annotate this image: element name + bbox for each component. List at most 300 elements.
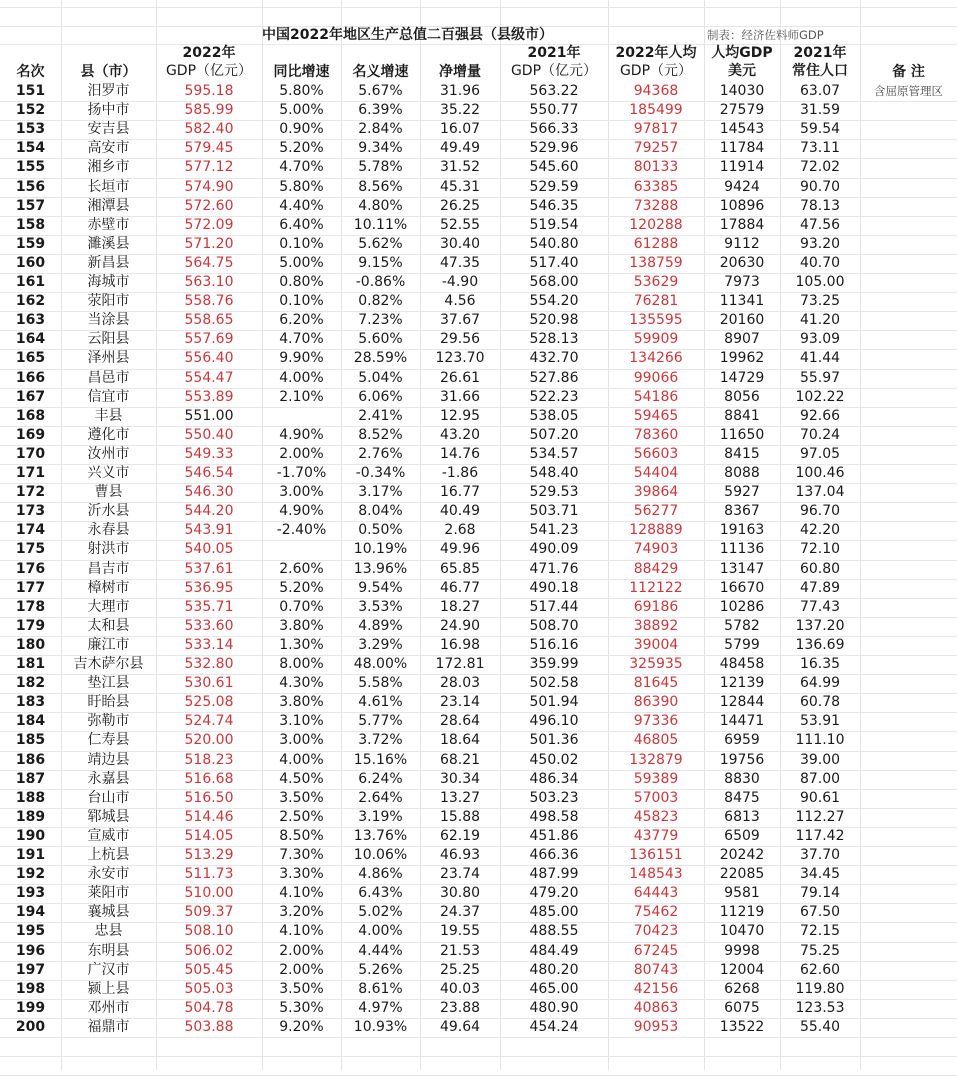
gdp2021-cell[interactable]: 484.49 bbox=[529, 942, 579, 959]
rank-cell[interactable]: 190 bbox=[15, 827, 46, 844]
per-capita-usd-cell[interactable]: 9112 bbox=[724, 235, 760, 252]
per-capita-usd-cell[interactable]: 9424 bbox=[724, 178, 760, 195]
gdp2021-cell[interactable]: 359.99 bbox=[529, 656, 579, 672]
rank-cell[interactable]: 188 bbox=[15, 789, 46, 806]
gdp2022-cell[interactable]: 554.47 bbox=[184, 369, 234, 386]
population-cell[interactable]: 79.14 bbox=[799, 885, 841, 902]
nominal-growth-cell[interactable]: 4.97% bbox=[358, 999, 403, 1016]
net-increase-cell[interactable]: -1.86 bbox=[441, 465, 479, 481]
real-growth-cell[interactable]: 3.80% bbox=[279, 694, 324, 711]
gdp2021-cell[interactable]: 471.76 bbox=[529, 560, 579, 577]
population-cell[interactable]: 111.10 bbox=[795, 732, 845, 749]
per-capita-usd-cell[interactable]: 5782 bbox=[724, 617, 760, 634]
per-capita-usd-cell[interactable]: 20242 bbox=[719, 847, 765, 863]
real-growth-cell[interactable]: 5.20% bbox=[279, 579, 324, 596]
gdp2022-cell[interactable]: 509.37 bbox=[184, 904, 234, 921]
population-cell[interactable]: 34.45 bbox=[799, 866, 841, 883]
population-cell[interactable]: 100.46 bbox=[795, 465, 845, 481]
real-growth-cell[interactable]: 5.80% bbox=[279, 83, 324, 99]
rank-cell[interactable]: 200 bbox=[15, 1018, 46, 1035]
per-capita-gdp-cell[interactable]: 94368 bbox=[633, 83, 679, 99]
gdp2022-cell[interactable]: 572.60 bbox=[184, 197, 234, 214]
county-cell[interactable]: 吉木萨尔县 bbox=[73, 656, 144, 672]
real-growth-cell[interactable]: 0.90% bbox=[279, 121, 324, 138]
remarks-cell[interactable] bbox=[860, 483, 957, 502]
net-increase-cell[interactable]: -4.90 bbox=[441, 274, 479, 290]
population-cell[interactable]: 97.05 bbox=[799, 445, 841, 462]
population-cell[interactable]: 117.42 bbox=[795, 827, 845, 844]
nominal-growth-cell[interactable]: 5.67% bbox=[358, 83, 403, 99]
nominal-growth-cell[interactable]: 9.54% bbox=[358, 579, 403, 596]
real-growth-cell[interactable]: 2.00% bbox=[279, 942, 324, 959]
gdp2021-cell[interactable]: 566.33 bbox=[529, 121, 579, 138]
real-growth-cell[interactable]: 9.20% bbox=[279, 1018, 324, 1035]
nominal-growth-cell[interactable]: 13.76% bbox=[353, 827, 408, 844]
rank-cell[interactable]: 159 bbox=[15, 235, 46, 252]
real-growth-cell[interactable]: 3.50% bbox=[279, 789, 324, 806]
per-capita-usd-cell[interactable]: 48458 bbox=[719, 656, 765, 672]
gdp2021-cell[interactable]: 529.53 bbox=[529, 484, 579, 501]
gdp2021-cell[interactable]: 554.20 bbox=[529, 293, 579, 310]
remarks-cell[interactable] bbox=[860, 789, 957, 808]
per-capita-usd-cell[interactable]: 11136 bbox=[719, 541, 765, 558]
rank-cell[interactable]: 155 bbox=[15, 159, 46, 176]
gdp2022-cell[interactable]: 558.65 bbox=[184, 312, 234, 329]
real-growth-cell[interactable]: 4.00% bbox=[279, 751, 324, 768]
gdp2022-cell[interactable]: 530.61 bbox=[184, 675, 234, 692]
per-capita-gdp-cell[interactable]: 70423 bbox=[633, 923, 679, 940]
population-cell[interactable]: 55.40 bbox=[799, 1018, 841, 1035]
rank-cell[interactable]: 185 bbox=[15, 732, 46, 749]
net-increase-cell[interactable]: 37.67 bbox=[439, 312, 481, 329]
gdp2021-cell[interactable]: 480.20 bbox=[529, 961, 579, 978]
per-capita-gdp-cell[interactable]: 39004 bbox=[633, 636, 679, 653]
nominal-growth-cell[interactable]: 8.61% bbox=[358, 980, 403, 997]
rank-cell[interactable]: 189 bbox=[15, 808, 46, 825]
county-cell[interactable]: 射洪市 bbox=[87, 541, 130, 558]
per-capita-usd-cell[interactable]: 8907 bbox=[724, 331, 760, 348]
population-cell[interactable]: 62.60 bbox=[799, 961, 841, 978]
remarks-cell[interactable] bbox=[860, 961, 957, 980]
remarks-cell[interactable] bbox=[860, 407, 957, 426]
net-increase-cell[interactable]: 21.53 bbox=[439, 942, 481, 959]
gdp2021-cell[interactable]: 485.00 bbox=[529, 904, 579, 921]
real-growth-cell[interactable]: 3.50% bbox=[279, 980, 324, 997]
remarks-cell[interactable] bbox=[860, 942, 957, 961]
real-growth-cell[interactable] bbox=[262, 540, 341, 559]
county-cell[interactable]: 盱眙县 bbox=[87, 694, 130, 711]
county-cell[interactable]: 福鼎市 bbox=[87, 1018, 130, 1035]
gdp2022-cell[interactable]: 595.18 bbox=[184, 83, 234, 99]
per-capita-usd-cell[interactable]: 14030 bbox=[719, 83, 765, 99]
gdp2021-cell[interactable]: 480.90 bbox=[529, 999, 579, 1016]
net-increase-cell[interactable]: 29.56 bbox=[439, 331, 481, 348]
real-growth-cell[interactable]: 4.90% bbox=[279, 503, 324, 520]
remarks-cell[interactable] bbox=[860, 579, 957, 598]
gdp2022-cell[interactable]: 579.45 bbox=[184, 140, 234, 157]
rank-cell[interactable]: 173 bbox=[15, 503, 46, 520]
population-cell[interactable]: 73.25 bbox=[799, 293, 841, 310]
population-cell[interactable]: 90.70 bbox=[799, 178, 841, 195]
population-cell[interactable]: 75.25 bbox=[799, 942, 841, 959]
real-growth-cell[interactable]: 4.00% bbox=[279, 369, 324, 386]
remarks-cell[interactable] bbox=[860, 120, 957, 139]
net-increase-cell[interactable]: 172.81 bbox=[435, 656, 485, 672]
rank-cell[interactable]: 186 bbox=[15, 751, 46, 768]
per-capita-gdp-cell[interactable]: 134266 bbox=[629, 350, 683, 367]
county-cell[interactable]: 当涂县 bbox=[87, 312, 130, 329]
remarks-cell[interactable] bbox=[860, 158, 957, 177]
gdp2021-cell[interactable]: 529.96 bbox=[529, 140, 579, 157]
nominal-growth-cell[interactable]: 28.59% bbox=[353, 350, 408, 367]
net-increase-cell[interactable]: 49.49 bbox=[439, 140, 481, 157]
gdp2021-cell[interactable]: 548.40 bbox=[529, 465, 579, 481]
rank-cell[interactable]: 154 bbox=[15, 140, 46, 157]
net-increase-cell[interactable]: 47.35 bbox=[439, 254, 481, 271]
gdp2022-cell[interactable]: 546.30 bbox=[184, 484, 234, 501]
net-increase-cell[interactable]: 45.31 bbox=[439, 178, 481, 195]
per-capita-gdp-cell[interactable]: 88429 bbox=[633, 560, 679, 577]
rank-cell[interactable]: 171 bbox=[15, 465, 46, 481]
per-capita-usd-cell[interactable]: 8367 bbox=[724, 503, 760, 520]
nominal-growth-cell[interactable]: 0.50% bbox=[358, 522, 403, 539]
county-cell[interactable]: 昌邑市 bbox=[87, 369, 130, 386]
county-cell[interactable]: 仁寿县 bbox=[87, 732, 130, 749]
real-growth-cell[interactable]: 4.70% bbox=[279, 159, 324, 176]
rank-cell[interactable]: 196 bbox=[15, 942, 46, 959]
per-capita-gdp-cell[interactable]: 80743 bbox=[633, 961, 679, 978]
per-capita-usd-cell[interactable]: 13522 bbox=[719, 1018, 765, 1035]
population-cell[interactable]: 112.27 bbox=[795, 808, 845, 825]
population-cell[interactable]: 92.66 bbox=[799, 407, 841, 424]
per-capita-usd-cell[interactable]: 11914 bbox=[719, 159, 765, 176]
gdp2021-cell[interactable]: 550.77 bbox=[529, 102, 579, 119]
nominal-growth-cell[interactable]: 3.29% bbox=[358, 636, 403, 653]
per-capita-gdp-cell[interactable]: 39864 bbox=[633, 484, 679, 501]
gdp2022-cell[interactable]: 550.40 bbox=[184, 426, 234, 443]
net-increase-cell[interactable]: 23.88 bbox=[439, 999, 481, 1016]
population-cell[interactable]: 73.11 bbox=[799, 140, 841, 157]
county-cell[interactable]: 安吉县 bbox=[87, 121, 130, 138]
gdp2021-cell[interactable]: 545.60 bbox=[529, 159, 579, 176]
population-cell[interactable]: 123.53 bbox=[795, 999, 845, 1016]
net-increase-cell[interactable]: 4.56 bbox=[444, 293, 476, 310]
rank-cell[interactable]: 181 bbox=[15, 656, 46, 672]
per-capita-usd-cell[interactable]: 11650 bbox=[719, 426, 765, 443]
rank-cell[interactable]: 199 bbox=[15, 999, 46, 1016]
per-capita-usd-cell[interactable]: 10896 bbox=[719, 197, 765, 214]
population-cell[interactable]: 70.24 bbox=[799, 426, 841, 443]
gdp2022-cell[interactable]: 533.60 bbox=[184, 617, 234, 634]
per-capita-gdp-cell[interactable]: 97817 bbox=[633, 121, 679, 138]
gdp2022-cell[interactable]: 513.29 bbox=[184, 847, 234, 863]
real-growth-cell[interactable]: 3.20% bbox=[279, 904, 324, 921]
gdp2022-cell[interactable]: 556.40 bbox=[184, 350, 234, 367]
gdp2021-cell[interactable]: 563.22 bbox=[529, 83, 579, 99]
net-increase-cell[interactable]: 12.95 bbox=[439, 407, 481, 424]
real-growth-cell[interactable]: 3.10% bbox=[279, 713, 324, 730]
county-cell[interactable]: 汨罗市 bbox=[87, 83, 130, 99]
per-capita-gdp-cell[interactable]: 38892 bbox=[633, 617, 679, 634]
population-cell[interactable]: 136.69 bbox=[795, 636, 845, 653]
gdp2022-cell[interactable]: 551.00 bbox=[184, 407, 234, 424]
gdp2021-cell[interactable]: 517.40 bbox=[529, 254, 579, 271]
population-cell[interactable]: 102.22 bbox=[795, 388, 845, 405]
net-increase-cell[interactable]: 23.14 bbox=[439, 694, 481, 711]
gdp2022-cell[interactable]: 524.74 bbox=[184, 713, 234, 730]
nominal-growth-cell[interactable]: 5.60% bbox=[358, 331, 403, 348]
county-cell[interactable]: 永嘉县 bbox=[87, 770, 130, 787]
county-cell[interactable]: 廉江市 bbox=[87, 636, 130, 653]
rank-cell[interactable]: 151 bbox=[15, 83, 46, 99]
county-cell[interactable]: 丰县 bbox=[94, 407, 123, 424]
population-cell[interactable]: 90.61 bbox=[799, 789, 841, 806]
per-capita-gdp-cell[interactable]: 61288 bbox=[633, 235, 679, 252]
gdp2021-cell[interactable]: 538.05 bbox=[529, 407, 579, 424]
county-cell[interactable]: 遵化市 bbox=[87, 426, 130, 443]
gdp2022-cell[interactable]: 532.80 bbox=[184, 656, 234, 672]
gdp2021-cell[interactable]: 490.18 bbox=[529, 579, 579, 596]
rank-cell[interactable]: 160 bbox=[15, 254, 46, 271]
per-capita-usd-cell[interactable]: 8830 bbox=[724, 770, 760, 787]
per-capita-usd-cell[interactable]: 27579 bbox=[719, 102, 765, 119]
gdp2021-cell[interactable]: 451.86 bbox=[529, 827, 579, 844]
real-growth-cell[interactable]: 0.70% bbox=[279, 598, 324, 615]
population-cell[interactable]: 87.00 bbox=[799, 770, 841, 787]
net-increase-cell[interactable]: 25.25 bbox=[439, 961, 481, 978]
real-growth-cell[interactable]: 2.00% bbox=[279, 961, 324, 978]
gdp2022-cell[interactable]: 577.12 bbox=[184, 159, 234, 176]
remarks-cell[interactable] bbox=[860, 712, 957, 731]
gdp2022-cell[interactable]: 525.08 bbox=[184, 694, 234, 711]
gdp2021-cell[interactable]: 517.44 bbox=[529, 598, 579, 615]
nominal-growth-cell[interactable]: 10.11% bbox=[353, 216, 408, 233]
gdp2021-cell[interactable]: 501.94 bbox=[529, 694, 579, 711]
per-capita-usd-cell[interactable]: 22085 bbox=[719, 866, 765, 883]
nominal-growth-cell[interactable]: 9.15% bbox=[358, 254, 403, 271]
gdp2021-cell[interactable]: 450.02 bbox=[529, 751, 579, 768]
gdp2021-cell[interactable]: 519.54 bbox=[529, 216, 579, 233]
county-cell[interactable]: 永安市 bbox=[87, 866, 130, 883]
gdp2021-cell[interactable]: 507.20 bbox=[529, 426, 579, 443]
population-cell[interactable]: 63.07 bbox=[799, 83, 841, 99]
gdp2022-cell[interactable]: 504.78 bbox=[184, 999, 234, 1016]
per-capita-gdp-cell[interactable]: 57003 bbox=[633, 789, 679, 806]
per-capita-gdp-cell[interactable]: 80133 bbox=[633, 159, 679, 176]
net-increase-cell[interactable]: 28.64 bbox=[439, 713, 481, 730]
net-increase-cell[interactable]: 49.96 bbox=[439, 541, 481, 558]
remarks-cell[interactable] bbox=[860, 827, 957, 846]
per-capita-gdp-cell[interactable]: 74903 bbox=[633, 541, 679, 558]
population-cell[interactable]: 67.50 bbox=[799, 904, 841, 921]
per-capita-usd-cell[interactable]: 8475 bbox=[724, 789, 760, 806]
real-growth-cell[interactable]: 4.10% bbox=[279, 885, 324, 902]
county-cell[interactable]: 襄城县 bbox=[87, 904, 130, 921]
county-cell[interactable]: 台山市 bbox=[87, 789, 130, 806]
population-cell[interactable]: 60.80 bbox=[799, 560, 841, 577]
real-growth-cell[interactable]: 2.10% bbox=[279, 388, 324, 405]
remarks-cell[interactable] bbox=[860, 178, 957, 197]
remarks-cell[interactable] bbox=[860, 101, 957, 120]
gdp2021-cell[interactable]: 520.98 bbox=[529, 312, 579, 329]
real-growth-cell[interactable]: 8.00% bbox=[279, 656, 324, 672]
real-growth-cell[interactable]: 4.10% bbox=[279, 923, 324, 940]
per-capita-gdp-cell[interactable]: 43779 bbox=[633, 827, 679, 844]
nominal-growth-cell[interactable]: 10.93% bbox=[353, 1018, 408, 1035]
per-capita-gdp-cell[interactable]: 40863 bbox=[633, 999, 679, 1016]
per-capita-gdp-cell[interactable]: 128889 bbox=[629, 522, 683, 539]
population-cell[interactable]: 78.13 bbox=[799, 197, 841, 214]
remarks-cell[interactable] bbox=[860, 388, 957, 407]
remarks-cell[interactable] bbox=[860, 865, 957, 884]
population-cell[interactable]: 47.89 bbox=[799, 579, 841, 596]
remarks-cell[interactable] bbox=[860, 731, 957, 750]
nominal-growth-cell[interactable]: 7.23% bbox=[358, 312, 403, 329]
rank-cell[interactable]: 152 bbox=[15, 102, 46, 119]
net-increase-cell[interactable]: 28.03 bbox=[439, 675, 481, 692]
real-growth-cell[interactable]: 0.80% bbox=[279, 274, 324, 290]
per-capita-usd-cell[interactable]: 8415 bbox=[724, 445, 760, 462]
rank-cell[interactable]: 172 bbox=[15, 484, 46, 501]
per-capita-usd-cell[interactable]: 6268 bbox=[724, 980, 760, 997]
real-growth-cell[interactable] bbox=[262, 407, 341, 426]
rank-cell[interactable]: 153 bbox=[15, 121, 46, 138]
nominal-growth-cell[interactable]: 4.44% bbox=[358, 942, 403, 959]
population-cell[interactable]: 105.00 bbox=[795, 274, 845, 290]
nominal-growth-cell[interactable]: 15.16% bbox=[353, 751, 408, 768]
gdp2022-cell[interactable]: 563.10 bbox=[184, 274, 234, 290]
remarks-cell[interactable] bbox=[860, 693, 957, 712]
net-increase-cell[interactable]: 123.70 bbox=[435, 350, 485, 367]
remarks-cell[interactable] bbox=[860, 922, 957, 941]
nominal-growth-cell[interactable]: 5.77% bbox=[358, 713, 403, 730]
per-capita-usd-cell[interactable]: 8088 bbox=[724, 465, 760, 481]
remarks-cell[interactable] bbox=[860, 1018, 957, 1037]
per-capita-gdp-cell[interactable]: 135595 bbox=[629, 312, 683, 329]
per-capita-gdp-cell[interactable]: 81645 bbox=[633, 675, 679, 692]
net-increase-cell[interactable]: 18.27 bbox=[439, 598, 481, 615]
per-capita-usd-cell[interactable]: 14543 bbox=[719, 121, 765, 138]
real-growth-cell[interactable]: 3.00% bbox=[279, 484, 324, 501]
remarks-cell[interactable]: 含屈原管理区 bbox=[874, 84, 943, 98]
nominal-growth-cell[interactable]: 2.76% bbox=[358, 445, 403, 462]
rank-cell[interactable]: 162 bbox=[15, 293, 46, 310]
per-capita-usd-cell[interactable]: 10286 bbox=[719, 598, 765, 615]
nominal-growth-cell[interactable]: 6.39% bbox=[358, 102, 403, 119]
nominal-growth-cell[interactable]: 3.19% bbox=[358, 808, 403, 825]
real-growth-cell[interactable]: 5.00% bbox=[279, 102, 324, 119]
population-cell[interactable]: 31.59 bbox=[799, 102, 841, 119]
rank-cell[interactable]: 170 bbox=[15, 445, 46, 462]
per-capita-usd-cell[interactable]: 12844 bbox=[719, 694, 765, 711]
gdp2021-cell[interactable]: 529.59 bbox=[529, 178, 579, 195]
real-growth-cell[interactable]: 6.40% bbox=[279, 216, 324, 233]
per-capita-usd-cell[interactable]: 8841 bbox=[724, 407, 760, 424]
gdp2021-cell[interactable]: 486.34 bbox=[529, 770, 579, 787]
net-increase-cell[interactable]: 19.55 bbox=[439, 923, 481, 940]
per-capita-usd-cell[interactable]: 17884 bbox=[719, 216, 765, 233]
remarks-cell[interactable] bbox=[860, 445, 957, 464]
per-capita-gdp-cell[interactable]: 185499 bbox=[629, 102, 683, 119]
remarks-cell[interactable] bbox=[860, 197, 957, 216]
per-capita-usd-cell[interactable]: 11784 bbox=[719, 140, 765, 157]
gdp2022-cell[interactable]: 506.02 bbox=[184, 942, 234, 959]
nominal-growth-cell[interactable]: 6.43% bbox=[358, 885, 403, 902]
gdp2021-cell[interactable]: 479.20 bbox=[529, 885, 579, 902]
net-increase-cell[interactable]: 49.64 bbox=[439, 1018, 481, 1035]
rank-cell[interactable]: 169 bbox=[15, 426, 46, 443]
nominal-growth-cell[interactable]: 4.80% bbox=[358, 197, 403, 214]
per-capita-usd-cell[interactable]: 11219 bbox=[719, 904, 765, 921]
population-cell[interactable]: 41.44 bbox=[799, 350, 841, 367]
nominal-growth-cell[interactable]: 5.26% bbox=[358, 961, 403, 978]
population-cell[interactable]: 37.70 bbox=[799, 847, 841, 863]
rank-cell[interactable]: 167 bbox=[15, 388, 46, 405]
net-increase-cell[interactable]: 68.21 bbox=[439, 751, 481, 768]
gdp2022-cell[interactable]: 518.23 bbox=[184, 751, 234, 768]
per-capita-gdp-cell[interactable]: 120288 bbox=[629, 216, 683, 233]
net-increase-cell[interactable]: 40.03 bbox=[439, 980, 481, 997]
gdp2021-cell[interactable]: 541.23 bbox=[529, 522, 579, 539]
real-growth-cell[interactable]: 4.70% bbox=[279, 331, 324, 348]
county-cell[interactable]: 太和县 bbox=[87, 617, 130, 634]
remarks-cell[interactable] bbox=[860, 521, 957, 540]
gdp2022-cell[interactable]: 520.00 bbox=[184, 732, 234, 749]
remarks-cell[interactable] bbox=[860, 254, 957, 273]
nominal-growth-cell[interactable]: 4.89% bbox=[358, 617, 403, 634]
nominal-growth-cell[interactable]: -0.34% bbox=[355, 465, 406, 481]
real-growth-cell[interactable]: 5.80% bbox=[279, 178, 324, 195]
nominal-growth-cell[interactable]: 48.00% bbox=[353, 656, 408, 672]
real-growth-cell[interactable]: 9.90% bbox=[279, 350, 324, 367]
gdp2022-cell[interactable]: 574.90 bbox=[184, 178, 234, 195]
rank-cell[interactable]: 156 bbox=[15, 178, 46, 195]
remarks-cell[interactable] bbox=[860, 846, 957, 865]
gdp2021-cell[interactable]: 498.58 bbox=[529, 808, 579, 825]
gdp2022-cell[interactable]: 505.45 bbox=[184, 961, 234, 978]
population-cell[interactable]: 40.70 bbox=[799, 254, 841, 271]
remarks-cell[interactable] bbox=[860, 636, 957, 655]
county-cell[interactable]: 云阳县 bbox=[87, 331, 130, 348]
net-increase-cell[interactable]: 30.40 bbox=[439, 235, 481, 252]
nominal-growth-cell[interactable]: 13.96% bbox=[353, 560, 408, 577]
nominal-growth-cell[interactable]: 5.62% bbox=[358, 235, 403, 252]
gdp2022-cell[interactable]: 505.03 bbox=[184, 980, 234, 997]
rank-cell[interactable]: 174 bbox=[15, 522, 46, 539]
rank-cell[interactable]: 180 bbox=[15, 636, 46, 653]
per-capita-gdp-cell[interactable]: 73288 bbox=[633, 197, 679, 214]
per-capita-gdp-cell[interactable]: 90953 bbox=[633, 1018, 679, 1035]
remarks-cell[interactable] bbox=[860, 139, 957, 158]
remarks-cell[interactable] bbox=[860, 903, 957, 922]
nominal-growth-cell[interactable]: 2.41% bbox=[358, 407, 403, 424]
gdp2021-cell[interactable]: 503.71 bbox=[529, 503, 579, 520]
county-cell[interactable]: 沂水县 bbox=[87, 503, 130, 520]
nominal-growth-cell[interactable]: 9.34% bbox=[358, 140, 403, 157]
population-cell[interactable]: 16.35 bbox=[799, 656, 841, 672]
per-capita-gdp-cell[interactable]: 132879 bbox=[629, 751, 683, 768]
real-growth-cell[interactable]: 3.00% bbox=[279, 732, 324, 749]
remarks-cell[interactable] bbox=[860, 770, 957, 789]
per-capita-gdp-cell[interactable]: 78360 bbox=[633, 426, 679, 443]
per-capita-usd-cell[interactable]: 20160 bbox=[719, 312, 765, 329]
real-growth-cell[interactable]: 5.00% bbox=[279, 254, 324, 271]
gdp2021-cell[interactable]: 503.23 bbox=[529, 789, 579, 806]
population-cell[interactable]: 72.15 bbox=[799, 923, 841, 940]
gdp2022-cell[interactable]: 536.95 bbox=[184, 579, 234, 596]
per-capita-usd-cell[interactable]: 5799 bbox=[724, 636, 760, 653]
real-growth-cell[interactable]: 4.40% bbox=[279, 197, 324, 214]
